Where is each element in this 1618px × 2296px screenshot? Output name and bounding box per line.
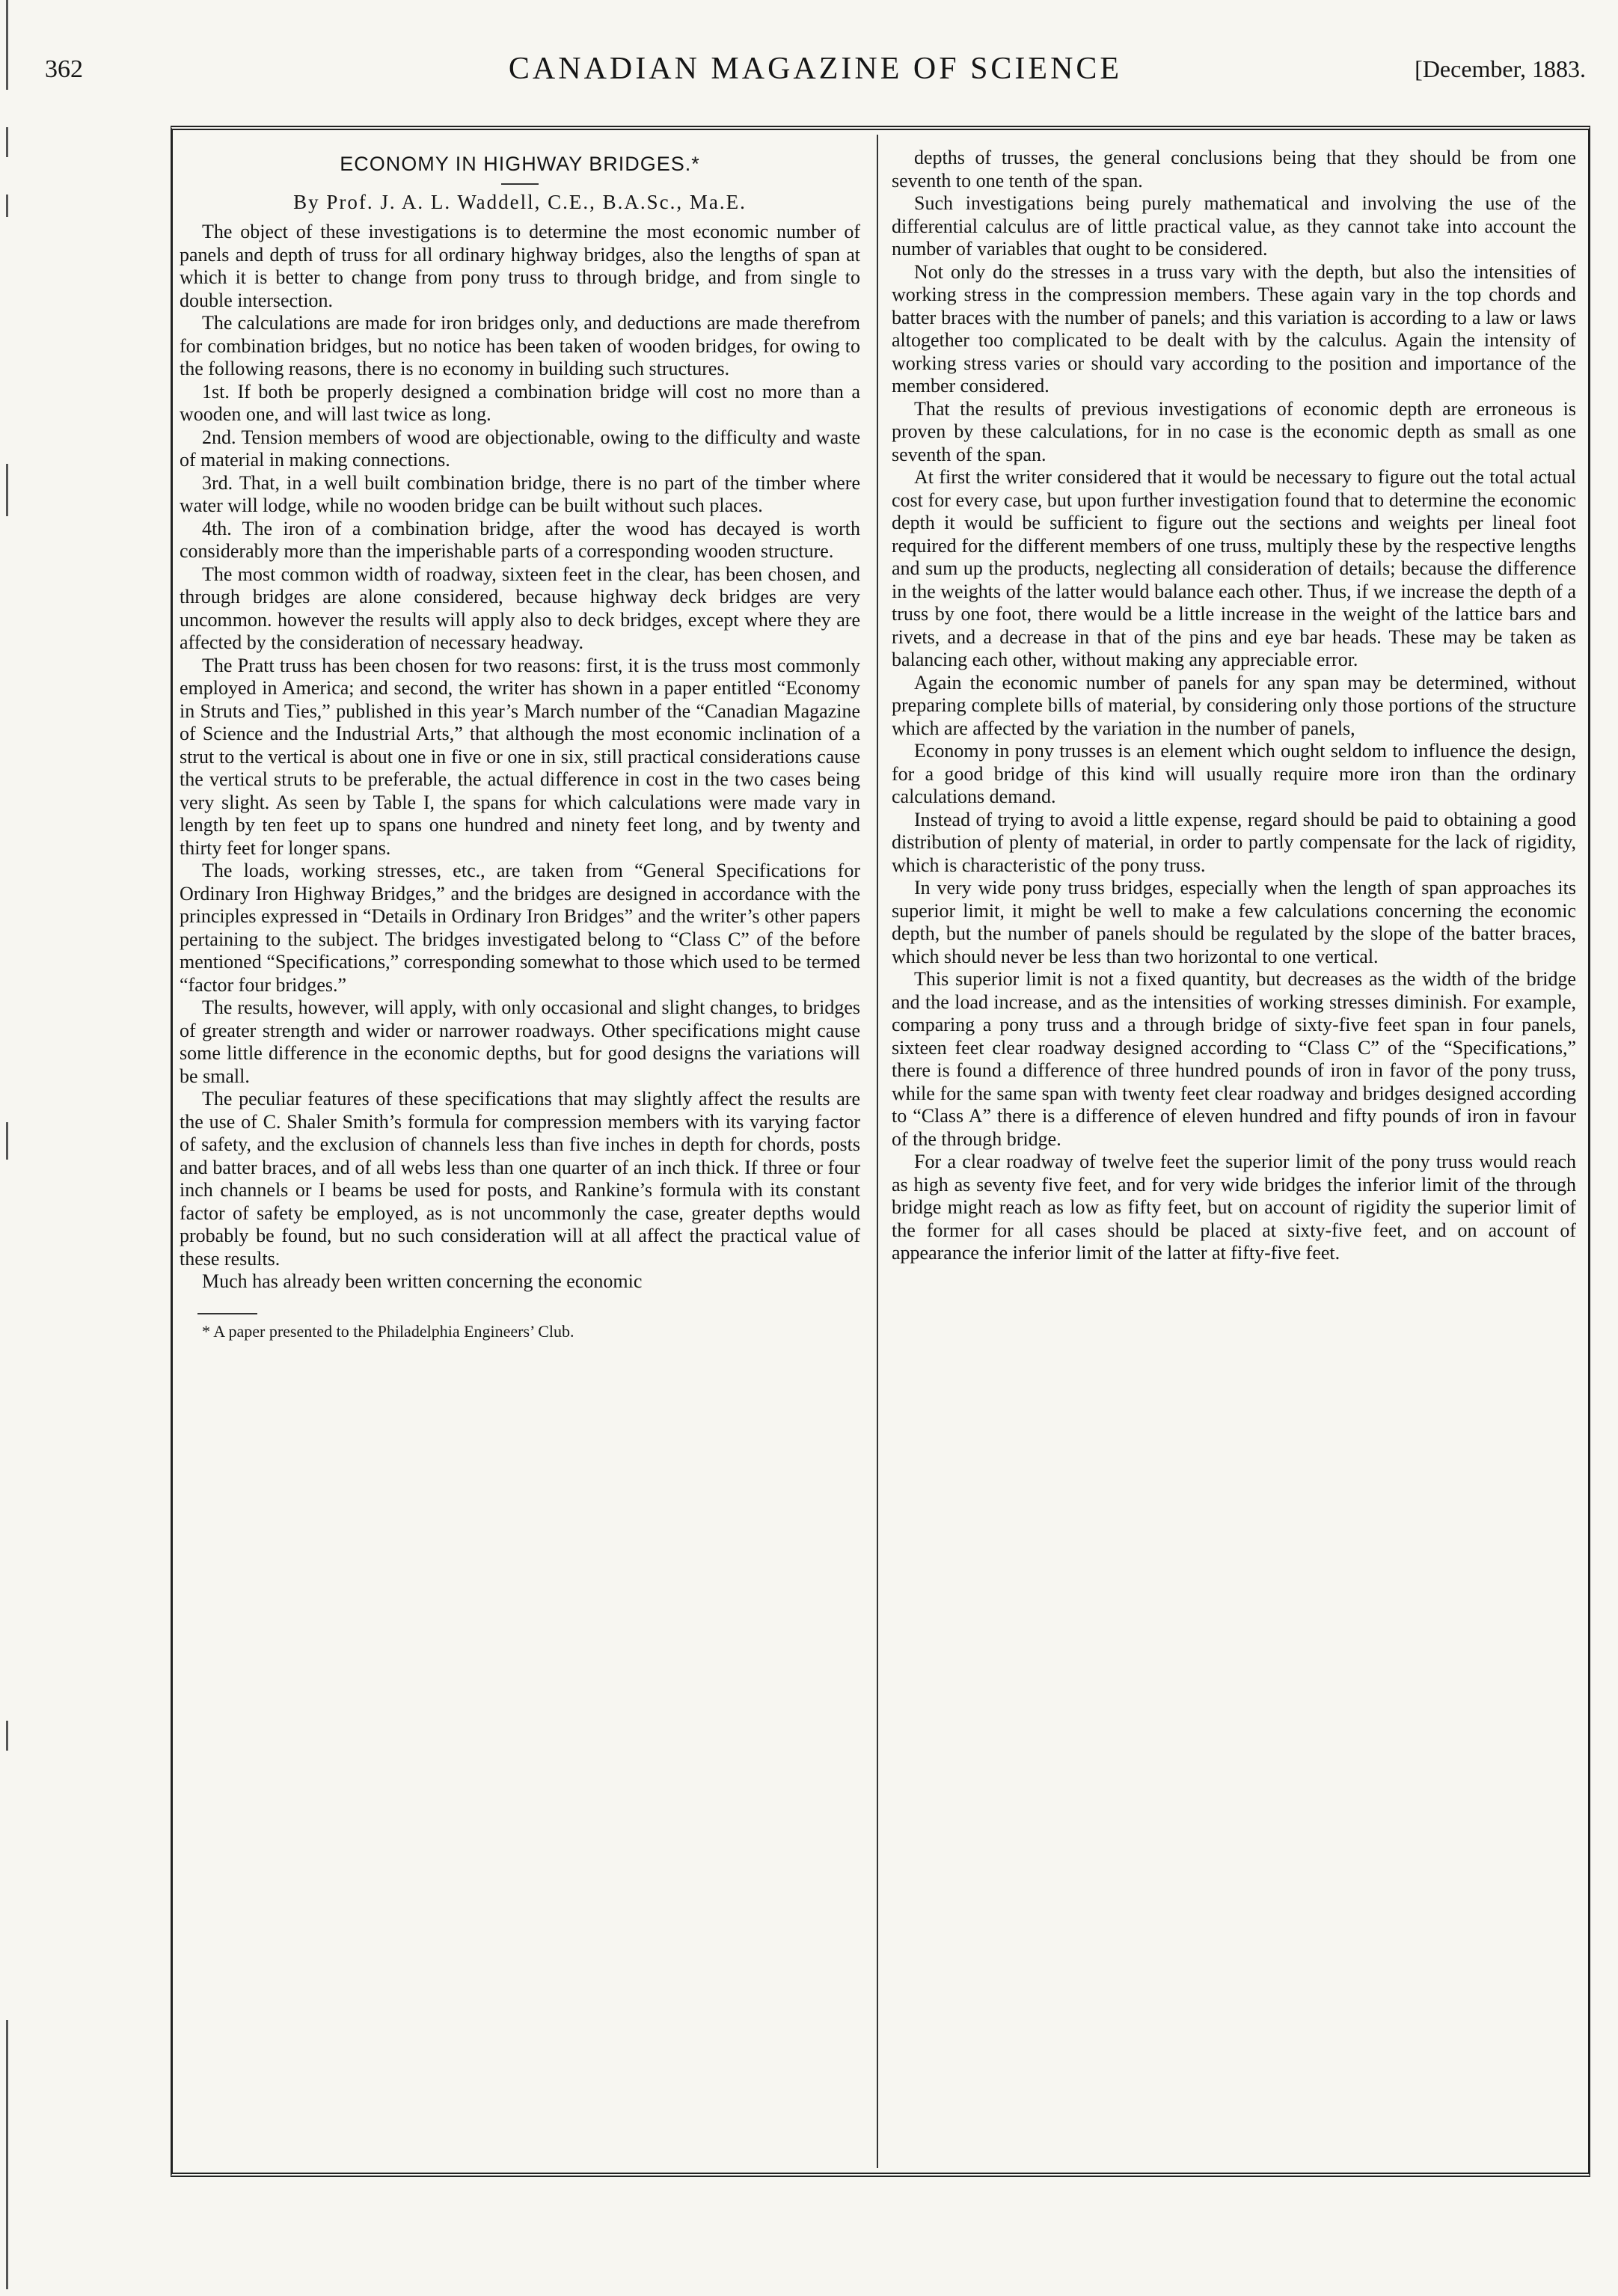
paragraph: The calculations are made for iron bridges only, and deductions are made therefrom for combination bridges, but no notice has been taken of wooden bridges, for owing to the following reasons, there is no economy in building such structures.	[180, 312, 860, 379]
paragraph: That the results of previous investigations of economic depth are erroneous is proven by these calculations, for in no case is the economic depth as small as one seventh of the span.	[892, 397, 1576, 465]
paragraph: In very wide pony truss bridges, especially when the length of span approaches its superior limit, it might be well to make a few calculations concerning the economic depth, but the number of panels should be regulated by the slope of the batter braces, which should never be less than two horizontal to one vertical.	[892, 877, 1576, 967]
paragraph: Again the economic number of panels for any span may be determined, without preparing complete bills of material, by considering only those portions of the structure which are affected by the variation in the number of panels,	[892, 671, 1576, 739]
title-dash	[501, 183, 539, 185]
running-title: CANADIAN MAGAZINE OF SCIENCE	[508, 52, 1123, 86]
paragraph: The object of these investigations is to determine the most economic number of panels and depth of truss for all ordinary highway bridges, also the lengths of span at which it is better to change from pony truss to through bridge, and from single to double intersection.	[180, 221, 860, 311]
paragraph: The Pratt truss has been chosen for two reasons: first, it is the truss most commonly employed in America; and second, the writer has shown in a paper entitled “Economy in Struts and Ties,” published in this year’s March number of the “Canadian Magazine of Science and the Industrial Arts,” that although the most economic inclination of a strut to the vertical is about one in five or one in six, still practical considerations cause the vertical struts to be preferable, the actual difference in cost in the two cases being very slight. As seen by Table I, the spans for which calculations were made vary in length by ten feet up to spans one hundred and ninety feet long, and by twenty and thirty feet for longer spans.	[180, 654, 860, 859]
column-divider	[877, 135, 878, 2168]
page-header	[45, 51, 1586, 96]
right-body	[892, 147, 1576, 1265]
left-column	[180, 150, 860, 2162]
footnote-rule	[197, 1313, 257, 1314]
footnote: * A paper presented to the Philadelphia Engineers’ Club.	[202, 1321, 574, 1341]
paragraph: The results, however, will apply, with only occasional and slight changes, to bridges of greater strength and wider or narrower roadways. Other specifications might cause some little difference in the economic depths, but for good designs the variations will be small.	[180, 997, 860, 1087]
paragraph: The most common width of roadway, sixteen feet in the clear, has been chosen, and through bridges are alone considered, because highway deck bridges are very uncommon. however the results will apply also to deck bridges, except where they are affected by the consideration of necessary headway.	[180, 563, 860, 653]
paragraph: At first the writer considered that it would be necessary to figure out the total actual cost for every case, but upon further investigation found that to determine the economic depth it would be sufficient to figure out the sections and weights per lineal foot required for the different members of one truss, multiply these by the respective lengths and sum up the products, neglecting all consideration of details; because the difference in the weights of the latter would balance each other. Thus, if we increase the depth of a truss by one foot, there would be a little increase in the weight of the lattice bars and rivets, and a decrease in that of the pins and eye bar heads. These may be taken as balancing each other, without making any appreciable error.	[892, 466, 1576, 670]
article-title: ECONOMY IN HIGHWAY BRIDGES.*	[340, 153, 700, 175]
article-byline: By Prof. J. A. L. Waddell, C.E., B.A.Sc., Ma.E.	[293, 190, 747, 213]
paragraph: 4th. The iron of a combination bridge, after the wood has decayed is worth considerably more than the imperishable parts of a corresponding wooden structure.	[180, 517, 860, 562]
paragraph: 1st. If both be properly designed a combination bridge will cost no more than a wooden one, and will last twice as long.	[180, 380, 860, 425]
paragraph: 2nd. Tension members of wood are objectionable, owing to the difficulty and waste of material in making connections.	[180, 426, 860, 471]
paragraph: Economy in pony trusses is an element which ought seldom to influence the design, for a good bridge of this kind will usually require more iron than the ordinary calculations demand.	[892, 740, 1576, 807]
paragraph: depths of trusses, the general conclusions being that they should be from one seventh to one tenth of the span.	[892, 147, 1576, 192]
paragraph: This superior limit is not a fixed quantity, but decreases as the width of the bridge and the load increase, and as the intensities of working stresses diminish. For example, comparing a pony truss and a through bridge of sixty-five feet span in four panels, sixteen feet clear roadway designed according to “Class C” of the “Specifications,” there is found a difference of three hundred pounds of iron in favor of the pony truss, while for the same span with twenty feet clear roadway and bridges designed according to “Class A” there is a difference of eleven hundred and fifty pounds of iron in favour of the through bridge.	[892, 968, 1576, 1150]
paragraph: Such investigations being purely mathematical and involving the use of the differential calculus are of little practical value, as they cannot take into account the number of variables that ought to be considered.	[892, 192, 1576, 260]
paragraph: Much has already been written concerning the economic	[202, 1270, 643, 1292]
issue-date: [December, 1883.	[1415, 55, 1586, 82]
right-column	[892, 147, 1576, 2159]
page-number: 362	[45, 55, 83, 83]
paragraph: 3rd. That, in a well built combination bridge, there is no part of the timber where water will lodge, while no wooden bridge can be built without such places.	[180, 471, 860, 516]
binding-edge-marks	[6, 0, 12, 2296]
left-body	[180, 221, 860, 1294]
paragraph: Instead of trying to avoid a little expense, regard should be paid to obtaining a good distribution of plenty of material, in order to partly compensate for the lack of rigidity, which is characteristic of the pony truss.	[892, 808, 1576, 876]
paragraph: Not only do the stresses in a truss vary with the depth, but also the intensities of working stress in the compression members. These again vary in the top chords and batter braces with the number of panels; and this variation is according to a law or laws altogether too complicated to be dealt with by the calculus. Again the intensity of working stress varies or should vary according to the position and importance of the member considered.	[892, 260, 1576, 397]
paragraph: The peculiar features of these specifications that may slightly affect the results are the use of C. Shaler Smith’s formula for compression members with its varying factor of safety, and the exclusion of channels less than five inches in depth for chords, posts and batter braces, and of all webs less than one quarter of an inch thick. If three or four inch channels or I beams be used for posts, and Rankine’s formula with its constant factor of safety be employed, as is not uncommonly the case, greater depths would probably be found, but no such consideration will at all affect the practical value of these results.	[180, 1088, 860, 1270]
paragraph: For a clear roadway of twelve feet the superior limit of the pony truss would reach as high as seventy five feet, and for very wide bridges the inferior limit of the through bridge might reach as low as fifty feet, but on account of rigidity the superior limit of the former for all cases should be placed at sixty-five feet, and on account of appearance the inferior limit of the latter at fifty-five feet.	[892, 1151, 1576, 1264]
paragraph: The loads, working stresses, etc., are taken from “General Specifications for Ordinary Iron Highway Bridges,” and the bridges are designed in accordance with the principles expressed in “Details in Ordinary Iron Bridges” and the writer’s other papers pertaining to the subject. The bridges investigated belong to “Class C” of the before mentioned “Specifications,” corresponding somewhat to those which used to be termed “factor four bridges.”	[180, 860, 860, 996]
